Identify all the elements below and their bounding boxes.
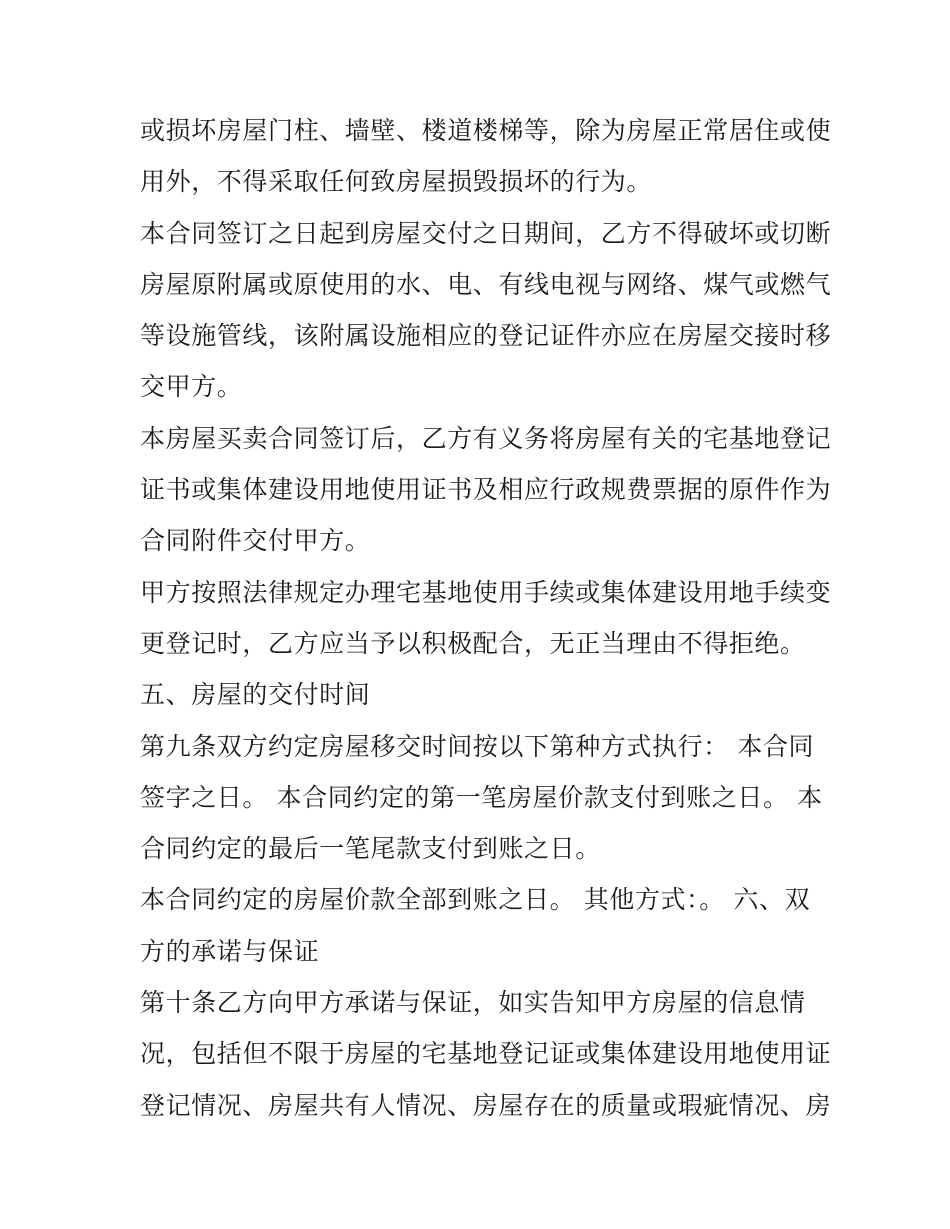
text-line: 或损坏房屋门柱、墙壁、楼道楼梯等，除为房屋正常居住或使: [140, 116, 832, 145]
text-line: 更登记时，乙方应当予以积极配合，无正当理由不得拒绝。: [140, 628, 806, 658]
section-heading: 方的承诺与保证: [140, 936, 320, 966]
section-heading: 五、房屋的交付时间: [140, 680, 371, 710]
text-line: 本合同约定的房屋价款全部到账之日。 其他方式：。 六、双: [140, 885, 811, 915]
text-line: 合同附件交付甲方。: [140, 526, 371, 556]
text-line: 本合同签订之日起到房屋交付之日期间，乙方不得破坏或切断: [140, 218, 832, 248]
document-body: [140, 105, 832, 1131]
text-line: 签字之日。 本合同约定的第一笔房屋价款支付到账之日。 本: [140, 782, 823, 812]
text-line: 第十条乙方向甲方承诺与保证，如实告知甲方房屋的信息情: [140, 988, 806, 1018]
text-line: 合同约定的最后一笔尾款支付到账之日。: [140, 834, 601, 864]
text-line: 登记情况、房屋共有人情况、房屋存在的质量或瑕疵情况、房: [140, 1090, 832, 1120]
text-line: 证书或集体建设用地使用证书及相应行政规费票据的原件作为: [140, 475, 832, 505]
text-line: 用外，不得采取任何致房屋损毁损坏的行为。: [140, 167, 653, 197]
text-line: 甲方按照法律规定办理宅基地使用手续或集体建设用地手续变: [140, 577, 832, 607]
text-line: 第九条双方约定房屋移交时间按以下第种方式执行： 本合同: [140, 731, 815, 761]
text-line: 等设施管线，该附属设施相应的登记证件亦应在房屋交接时移: [140, 321, 832, 351]
text-line: 本房屋买卖合同签订后，乙方有义务将房屋有关的宅基地登记: [140, 423, 832, 453]
text-line: 交甲方。: [140, 372, 243, 402]
text-line: 房屋原附属或原使用的水、电、有线电视与网络、煤气或燃气: [140, 269, 832, 299]
text-line: 况，包括但不限于房屋的宅基地登记证或集体建设用地使用证: [140, 1039, 832, 1069]
